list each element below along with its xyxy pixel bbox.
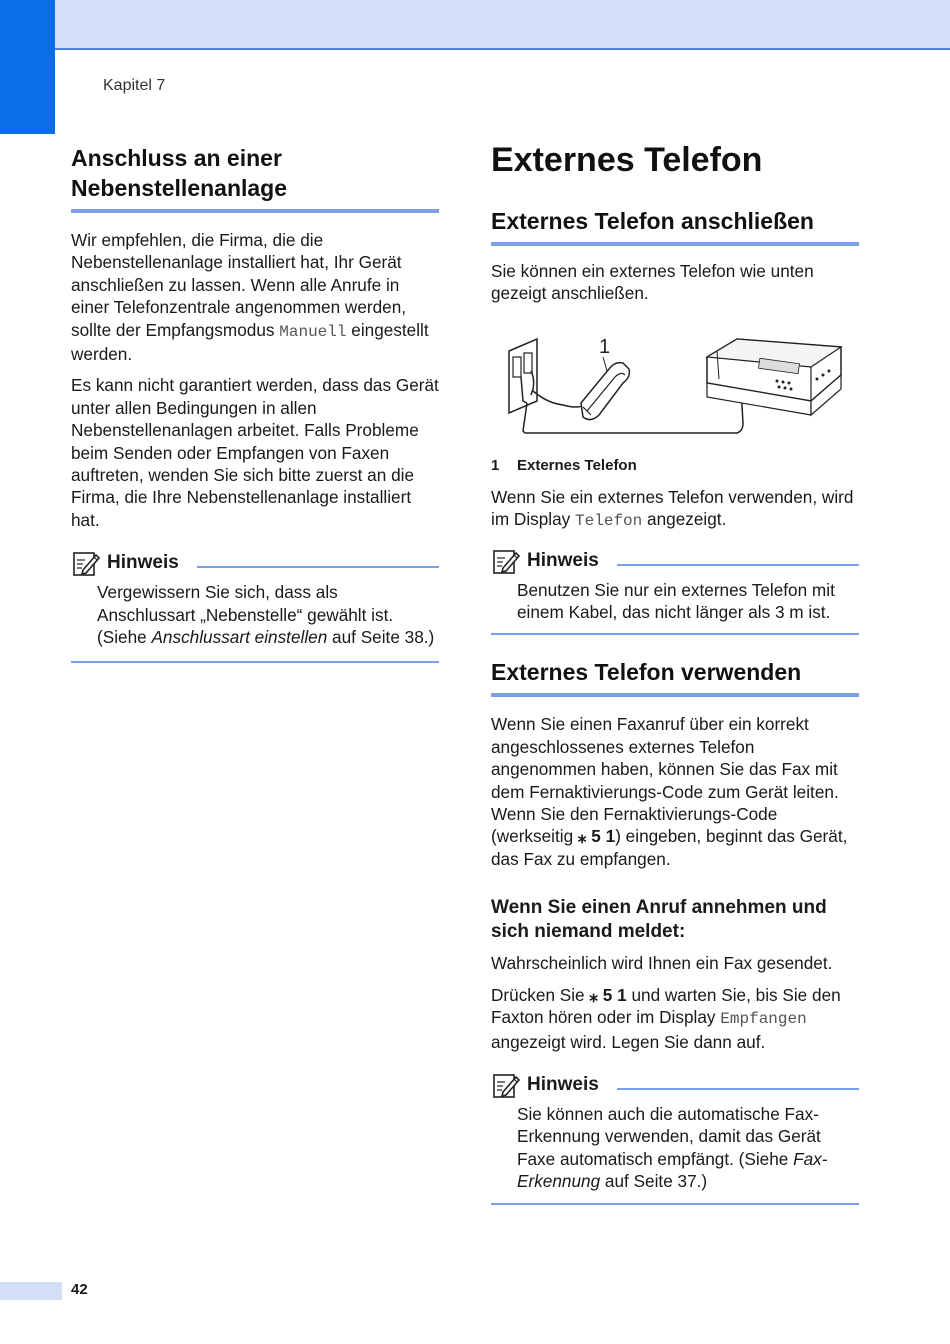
note-bottom-rule: [71, 661, 439, 663]
section-title-use: Externes Telefon verwenden: [491, 659, 802, 686]
external-phone-icon: [581, 362, 629, 419]
chapter-label: Kapitel 7: [103, 77, 166, 94]
left-column: [71, 143, 439, 663]
note-title: Hinweis: [527, 1073, 599, 1095]
note-pencil-icon: [491, 1071, 521, 1099]
note-title: Hinweis: [107, 552, 179, 574]
note-pencil-icon: [71, 549, 101, 577]
link-anschlussart: Anschlussart einstellen: [151, 627, 328, 648]
section-rule: [491, 242, 859, 246]
header-band: [0, 0, 950, 50]
chapter-section-title: Externes Telefon: [491, 141, 763, 179]
sub-paragraph-1: Wahrscheinlich wird Ihnen ein Fax gesendet.: [491, 953, 833, 974]
note-text: Vergewissern Sie sich, dass als Anschlussart „Nebenstelle“ gewählt ist. (Siehe Anschlussart einstellen auf Seite 38.): [97, 582, 435, 648]
use-paragraph: Wenn Sie einen Faxanruf über ein korrekt angeschlossenes externes Telefon angenommen haben, können Sie das Fax mit dem Fernaktivierungs-Code zum Gerät leiten. Wenn Sie den Fernaktivierungs-Code (werkseitig ⁎ 5 1) eingeben, beginnt das Gerät, das Fax zu empfangen.: [491, 714, 848, 869]
display-text-telefon: Telefon: [575, 512, 643, 531]
chapter-tab: [0, 0, 55, 134]
pbx-paragraph-1: Wir empfehlen, die Firma, die die Nebenstellenanlage installiert hat, Ihr Gerät anschließen zu lassen. Wenn alle Anrufe in einer Telefonzentrale angenommen werden, sollte der Empfangsmodus Manuell eingestellt werden.: [71, 230, 429, 365]
figure-callout-1: 1: [599, 335, 611, 358]
note-box: [491, 1071, 859, 1205]
remote-code: ⁎ 5 1: [577, 826, 616, 847]
section-rule: [491, 693, 859, 697]
note-pencil-icon: [491, 547, 521, 575]
section-rule: [71, 209, 439, 213]
connection-diagram: [491, 331, 859, 451]
note-title: Hinweis: [527, 549, 599, 571]
display-text-manuell: Manuell: [279, 322, 347, 341]
link-fax-erkennung: Fax-Erkennung: [517, 1148, 828, 1192]
note-rule: [617, 564, 859, 566]
wall-socket-icon: [509, 339, 537, 413]
note-bottom-rule: [491, 1203, 859, 1205]
figure-caption: 1 Externes Telefon: [491, 456, 637, 474]
connect-paragraph: Sie können ein externes Telefon wie unten gezeigt anschließen.: [491, 261, 814, 304]
note-text: Benutzen Sie nur ein externes Telefon mit einem Kabel, das nicht länger als 3 m ist.: [517, 579, 835, 623]
note-header: [71, 549, 439, 577]
note-box: [491, 547, 859, 636]
remote-code: ⁎ 5 1: [589, 984, 627, 1005]
note-box: [71, 549, 439, 662]
note-rule: [617, 1088, 859, 1090]
note-text: Sie können auch die automatische Fax-Erkennung verwenden, damit das Gerät Faxe automatisch empfängt. (Siehe Fax-Erkennung auf Seite 37.): [517, 1103, 828, 1192]
display-text-empfangen: Empfangen: [720, 1010, 807, 1029]
section-title-pbx: Anschluss an einer Nebenstellenanlage: [71, 145, 288, 201]
note-bottom-rule: [491, 633, 859, 635]
pbx-paragraph-2: Es kann nicht garantiert werden, dass das Gerät unter allen Bedingungen in allen Nebenstellenanlagen arbeitet. Falls Probleme beim Senden oder Empfangen von Faxen auftreten, wenden Sie sich bitte zuerst an die Firma, die Ihre Nebenstellenanlage installiert hat.: [71, 375, 439, 530]
right-column: [491, 140, 859, 1205]
display-paragraph: Wenn Sie ein externes Telefon verwenden, wird im Display Telefon angezeigt.: [491, 486, 854, 531]
note-rule: [197, 566, 439, 568]
page-number: 42: [71, 1281, 88, 1298]
sub-paragraph-2: Drücken Sie ⁎ 5 1 und warten Sie, bis Sie den Faxton hören oder im Display Empfangen angezeigt wird. Legen Sie dann auf.: [491, 984, 841, 1052]
subsection-title: Wenn Sie einen Anruf annehmen und sich niemand meldet:: [491, 897, 827, 943]
section-title-connect: Externes Telefon anschließen: [491, 208, 814, 234]
note-header: [491, 1071, 859, 1099]
fax-machine-icon: [707, 339, 841, 415]
note-header: [491, 547, 859, 575]
page-number-bar: [0, 1282, 62, 1300]
